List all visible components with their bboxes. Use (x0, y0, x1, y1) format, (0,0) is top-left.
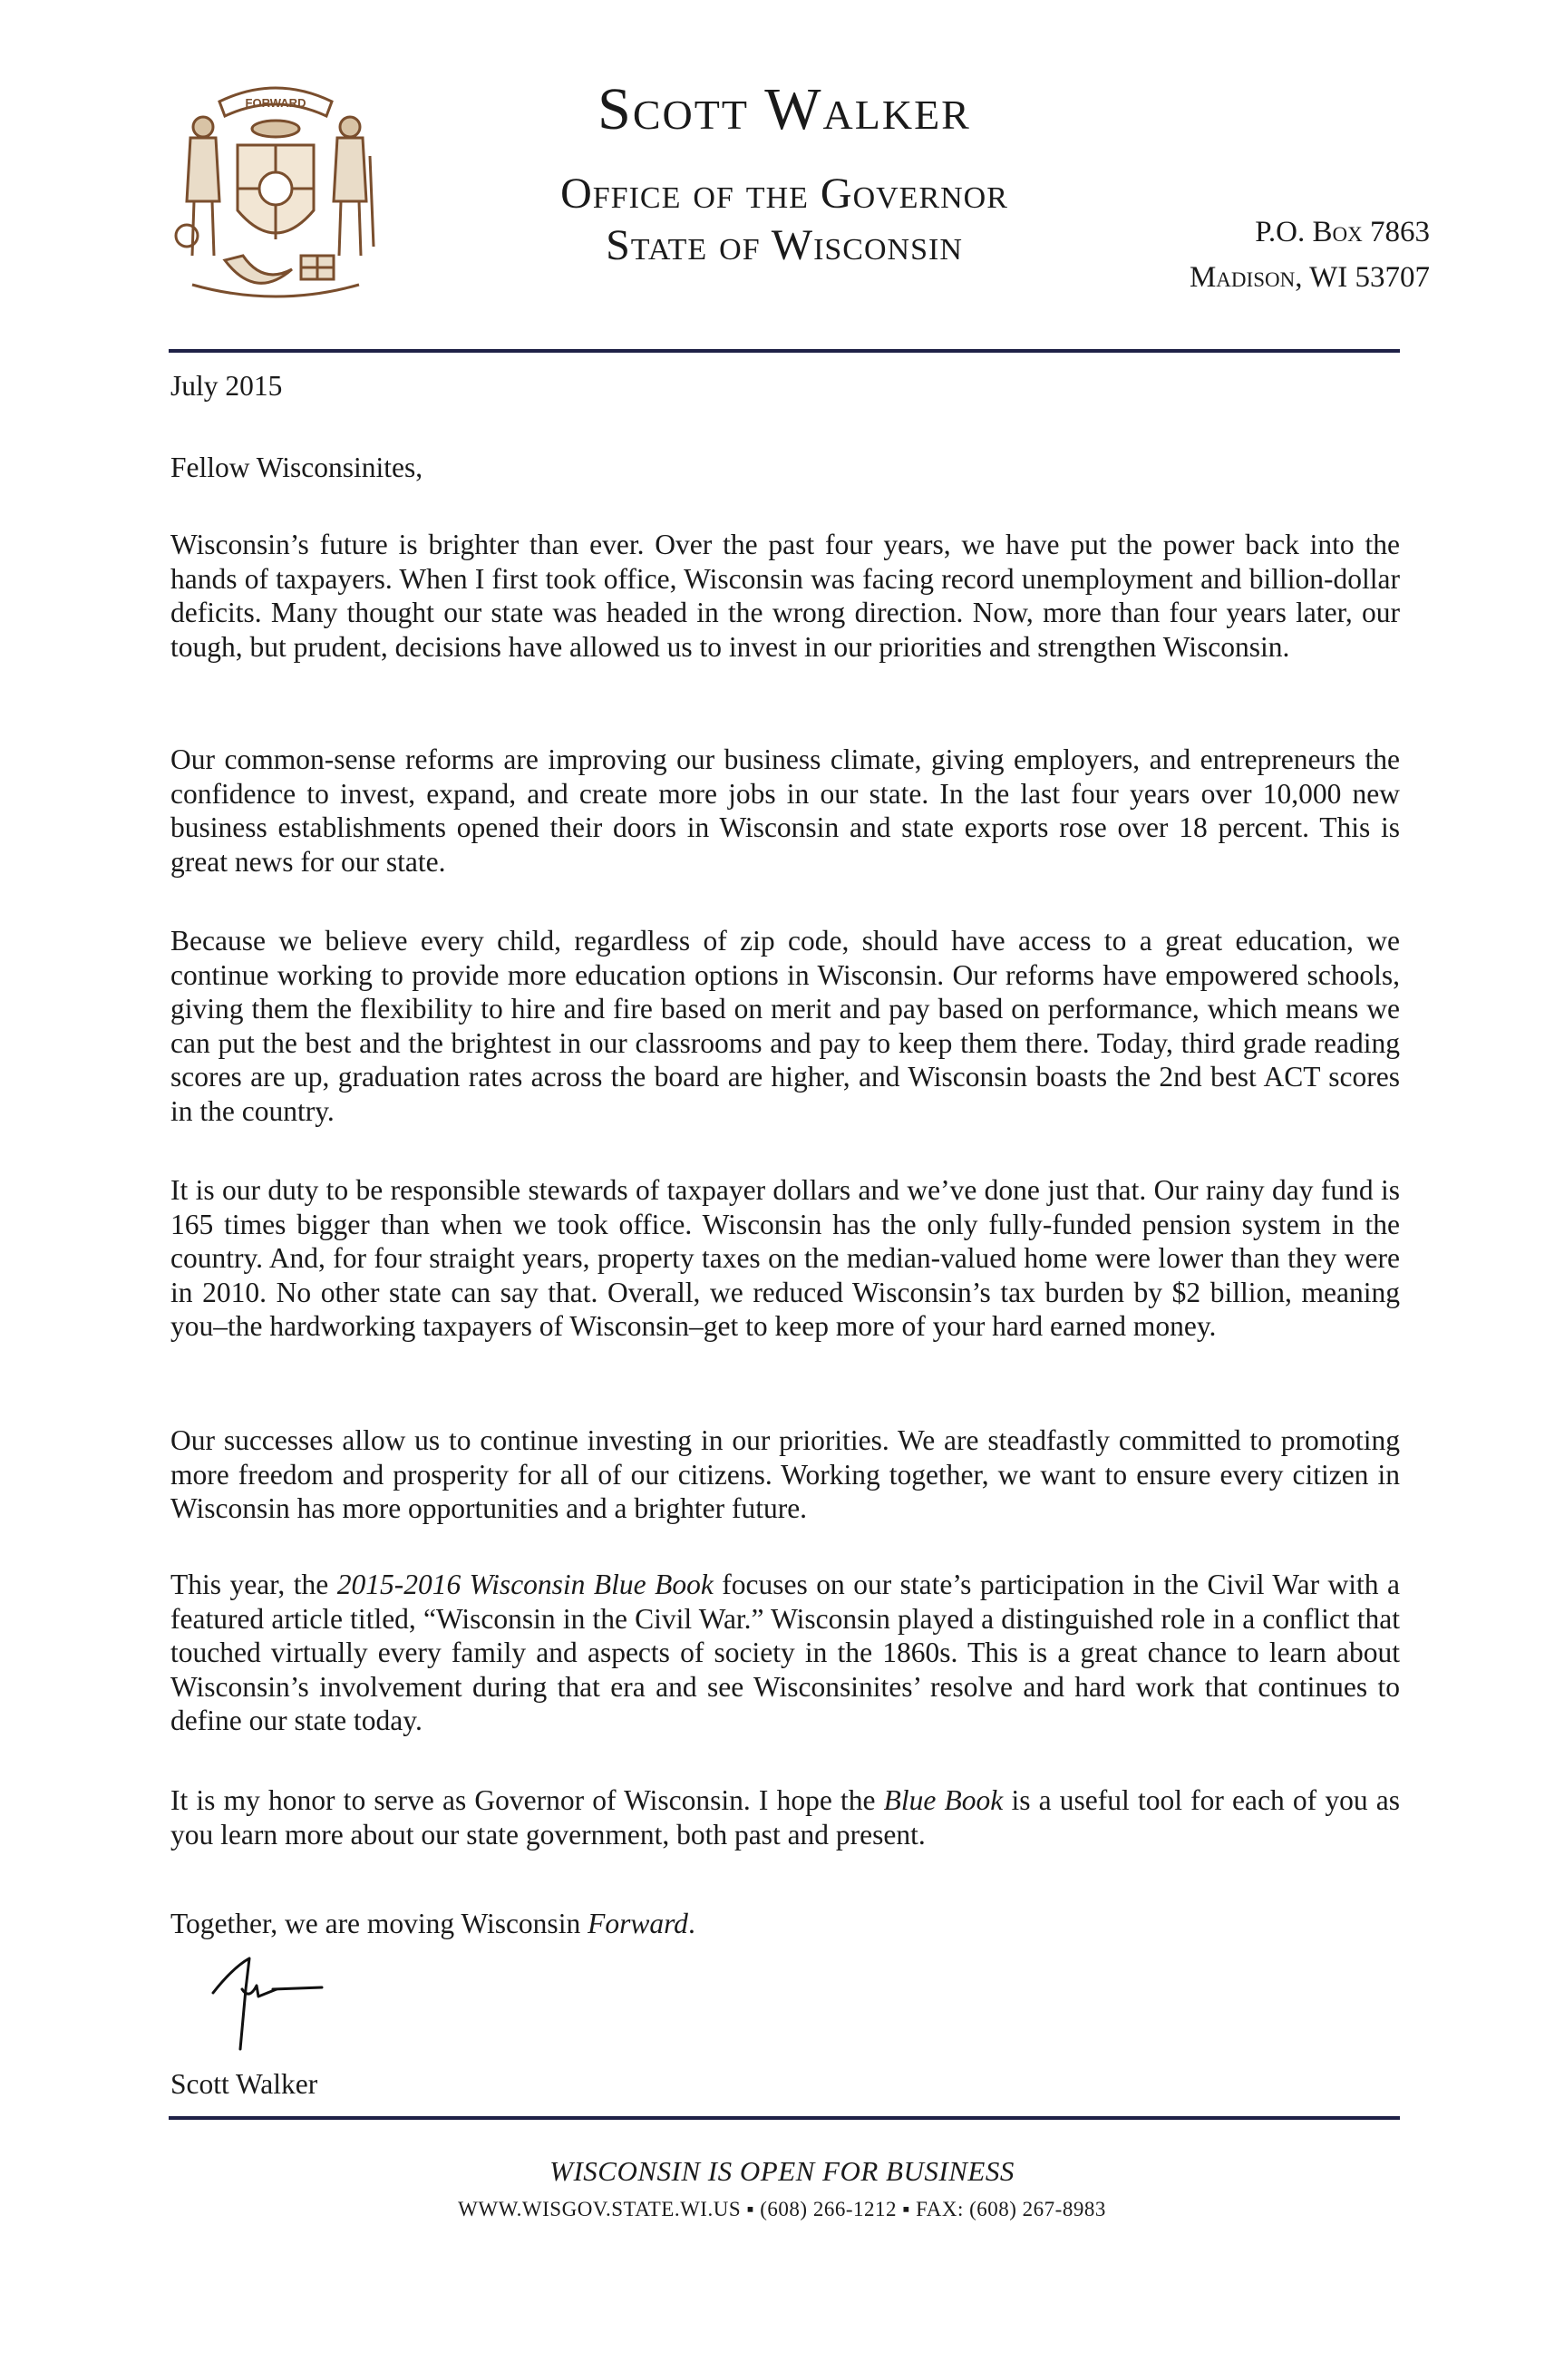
address-po-box: P.O. Box 7863 (1255, 216, 1430, 248)
blue-book-ref: Blue Book (883, 1784, 1004, 1816)
paragraph-5: Our successes allow us to continue investing in our priorities. We are steadfastly committed to promoting more freedom and prosperity for all of our citizens. Working together, we want to ensure every citizen in Wisconsin has more opportunities and a brighter future. (170, 1424, 1400, 1524)
letter-date: July 2015 (170, 370, 283, 402)
governor-name: Scott Walker (597, 76, 971, 142)
closing-forward: Forward (588, 1908, 688, 1939)
address-city: Madison, WI 53707 (1189, 261, 1430, 294)
paragraph-4: It is our duty to be responsible stewards of taxpayer dollars and we’ve done just that. Our rainy day fund is 165 times bigger than when we took office. Wisconsin has the only fully-funded pension system in the country. And, for four straight years, property taxes on the median-valued home were lower than they were in 2010. No other state can say that. Overall, we reduced Wisconsin’s tax burden by $2 billion, meaning you–the hardworking taxpayers of Wisconsin–get to keep more of your hard earned money. (170, 1174, 1400, 1342)
office-title: Office of the Governor (560, 170, 1008, 218)
handwritten-signature (186, 1949, 340, 2058)
state-title: State of Wisconsin (606, 221, 963, 269)
footer-motto: WISCONSIN IS OPEN FOR BUSINESS (549, 2155, 1015, 2187)
letter-closing (170, 1907, 1400, 1941)
paragraph-6-text: This year, the (170, 1569, 337, 1600)
paragraph-6-text-cont: focuses on our state’s participation in the Civil War with a featured article titled, “Wisconsin in the Civil War.” Wisconsin played a distinguished role in a conflict that touched virtually every family and aspects of society in the 1860s. This is a great chance to learn about Wisconsin’s involvement during that era and see Wisconsinites’ resolve and hard work that continues to define our state today. (170, 1569, 1400, 1736)
paragraph-7 (170, 1783, 1400, 1851)
letter-salutation: Fellow Wisconsinites, (170, 452, 423, 483)
closing-period: . (687, 1908, 695, 1939)
paragraph-3: Because we believe every child, regardless of zip code, should have access to a great education, we continue working to provide more education options in Wisconsin. Our reforms have empowered schools, giving them the flexibility to hire and fire based on merit and pay based on performance, which means we can put the best and the brightest in our classrooms and pay to keep them there. Today, third grade reading scores are up, graduation rates across the board are higher, and Wisconsin boasts the 2nd best ACT scores in the country. (170, 925, 1400, 1127)
wisconsin-seal-icon (156, 74, 395, 310)
blue-book-title: 2015-2016 Wisconsin Blue Book (336, 1569, 714, 1600)
footer-contact: WWW.WISGOV.STATE.WI.US ▪ (608) 266-1212 ▪ FAX: (608) 267-8983 (458, 2198, 1106, 2220)
svg-text:FORWARD: FORWARD (245, 96, 306, 110)
signer-name: Scott Walker (170, 2068, 318, 2100)
closing-text: Together, we are moving Wisconsin (170, 1908, 588, 1939)
paragraph-7-text-cont: is a useful tool for each of you as you learn more about our state government, both past and present. (170, 1784, 1400, 1851)
footer-divider (169, 2116, 1400, 2120)
paragraph-1: Wisconsin’s future is brighter than ever. Over the past four years, we have put the power back into the hands of taxpayers. When I first took office, Wisconsin was facing record unemployment and billion-dollar deficits. Many thought our state was headed in the wrong direction. Now, more than four years later, our tough, but prudent, decisions have allowed us to invest in our priorities and strengthen Wisconsin. (170, 529, 1400, 663)
paragraph-2: Our common-sense reforms are improving our business climate, giving employers, and entrepreneurs the confidence to invest, expand, and create more jobs in our state. In the last four years over 10,000 new business establishments opened their doors in Wisconsin and state exports rose over 18 percent. This is great news for our state. (170, 743, 1400, 878)
paragraph-6 (170, 1568, 1400, 1738)
header-divider (169, 349, 1400, 353)
paragraph-7-text: It is my honor to serve as Governor of Wisconsin. I hope the (170, 1784, 884, 1816)
